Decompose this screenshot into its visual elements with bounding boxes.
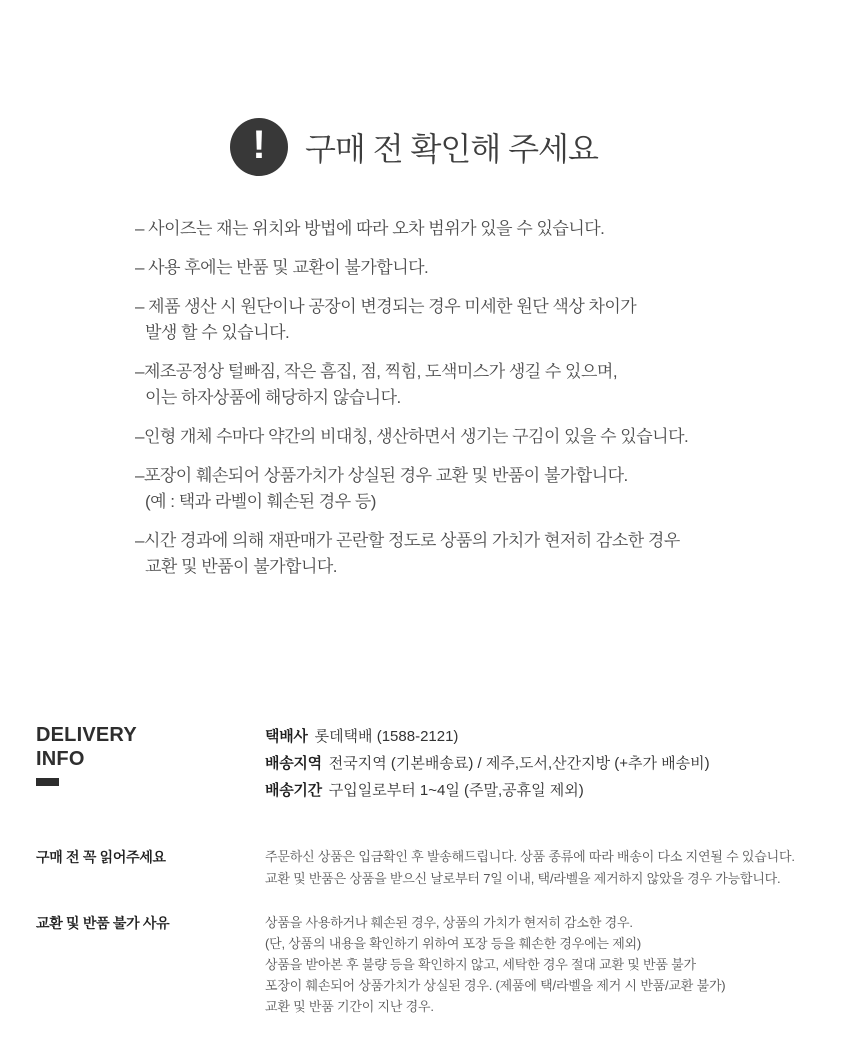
notice-line: 이는 하자상품에 해당하지 않습니다. [145,388,401,407]
no-exchange-text [265,912,830,1017]
delivery-heading-line2: INFO [36,748,85,770]
notice-line: –시간 경과에 의해 재판매가 곤란할 정도로 상품의 가치가 현저히 감소한 경우 [135,531,680,550]
delivery-heading-line1: DELIVERY [36,724,137,746]
notice-line: 교환 및 반품이 불가합니다. [145,557,338,576]
notice-item [135,359,785,411]
text-line: 포장이 훼손되어 상품가치가 상실된 경우. (제품에 택/라벨을 제거 시 반품/교환 불가) [265,978,726,993]
notice-line: –인형 개체 수마다 약간의 비대칭, 생산하면서 생기는 구김이 있을 수 있습니다. [135,427,689,446]
no-exchange-heading-column [36,912,265,1017]
delivery-row [265,777,830,804]
page-title: 구매 전 확인해 주세요 [305,131,598,167]
exclamation-glyph: ! [252,123,266,167]
notice-line: 발생 할 수 있습니다. [145,323,290,342]
text-line: 교환 및 반품 기간이 지난 경우. [265,999,434,1014]
no-exchange-section [36,912,830,1017]
no-exchange-heading: 교환 및 반품 불가 사유 [36,915,170,931]
exclamation-icon [230,118,288,176]
read-before-section [36,846,830,890]
notice-line: (예 : 택과 라벨이 훼손된 경우 등) [145,492,376,511]
notice-line: – 사이즈는 재는 위치와 방법에 따라 오차 범위가 있을 수 있습니다. [135,219,605,238]
notice-line: – 사용 후에는 반품 및 교환이 불가합니다. [135,258,429,277]
read-before-heading-column [36,846,265,890]
delivery-row-label: 택배사 [265,728,308,745]
notice-list [135,216,785,593]
read-before-text [265,846,830,890]
text-line: 교환 및 반품은 상품을 받으신 날로부터 7일 이내, 택/라벨을 제거하지 않았을 경우 가능합니다. [265,871,781,886]
text-line: 주문하신 상품은 입금확인 후 발송해드립니다. 상품 종류에 따라 배송이 다소 지연될 수 있습니다. [265,849,795,864]
notice-item [135,216,785,242]
text-line: 상품을 사용하거나 훼손된 경우, 상품의 가치가 현저히 감소한 경우. [265,915,633,930]
delivery-row-label: 배송기간 [265,782,322,799]
delivery-row-value: 구입일로부터 1~4일 (주말,공휴일 제외) [328,782,584,799]
text-line: (단, 상품의 내용을 확인하기 위하여 포장 등을 훼손한 경우에는 제외) [265,936,642,951]
notice-header [230,118,598,176]
delivery-row [265,750,830,777]
delivery-heading [36,723,265,771]
text-line: 상품을 받아본 후 불량 등을 확인하지 않고, 세탁한 경우 절대 교환 및 반품 불가 [265,957,696,972]
notice-item [135,463,785,515]
notice-line: –포장이 훼손되어 상품가치가 상실된 경우 교환 및 반품이 불가합니다. [135,466,628,485]
notice-item [135,424,785,450]
read-before-heading: 구매 전 꼭 읽어주세요 [36,849,166,865]
delivery-info-section [36,723,830,804]
delivery-row-label: 배송지역 [265,755,322,772]
delivery-row-value: 롯데택배 (1588-2121) [314,728,459,745]
notice-item [135,528,785,580]
delivery-rows [265,723,830,804]
notice-line: – 제품 생산 시 원단이나 공장이 변경되는 경우 미세한 원단 색상 차이가 [135,297,637,316]
heading-underline-bar [36,778,59,786]
notice-item [135,255,785,281]
notice-item [135,294,785,346]
delivery-row [265,723,830,750]
delivery-heading-column [36,723,265,804]
notice-line: –제조공정상 털빠짐, 작은 흠집, 점, 찍힘, 도색미스가 생길 수 있으며, [135,362,618,381]
delivery-row-value: 전국지역 (기본배송료) / 제주,도서,산간지방 (+추가 배송비) [328,755,710,772]
